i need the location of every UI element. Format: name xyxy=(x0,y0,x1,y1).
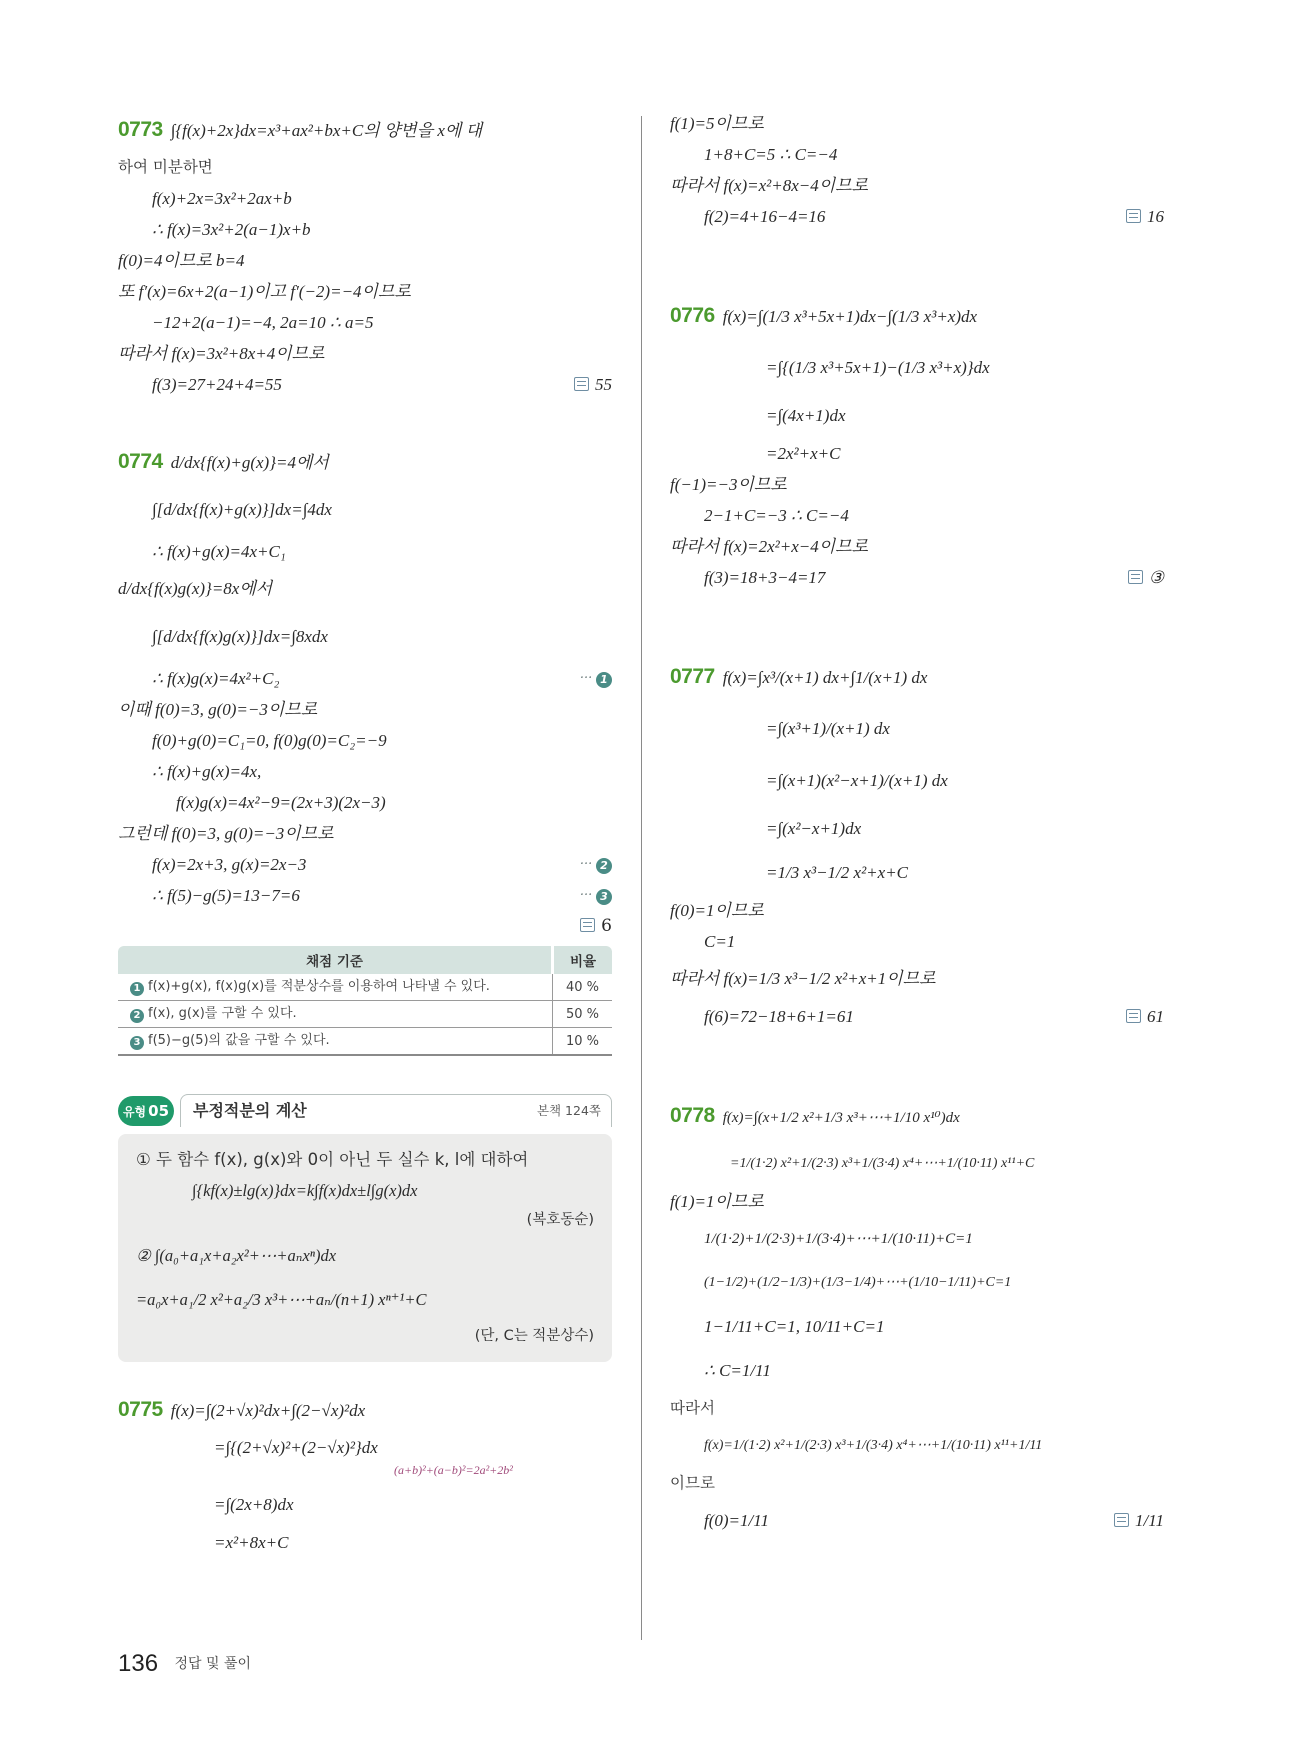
problem-number: 0774 xyxy=(118,450,163,473)
left-column xyxy=(118,108,612,1558)
problem-number: 0775 xyxy=(118,1398,163,1421)
answer-icon xyxy=(1128,570,1143,584)
solution-line: (1−1/2)+(1/2−1/3)+(1/3−1/4)+⋯+(1/10−1/11)+C=1 xyxy=(704,1275,1012,1290)
solution-line: ∫[d/dx{f(x)g(x)}]dx=∫8xdx xyxy=(152,627,328,646)
answer-icon xyxy=(580,918,595,932)
solution-line: 따라서 xyxy=(670,1399,715,1417)
answer-icon xyxy=(574,377,589,391)
solution-line: f(2)=4+16−4=16 16 xyxy=(670,201,1164,232)
solution-line: 이때 f(0)=3, g(0)=−3이므로 xyxy=(118,700,318,719)
problem-number: 0777 xyxy=(670,665,715,688)
table-header-ratio: 비율 xyxy=(553,946,613,974)
solution-line: =∫(2x+8)dx xyxy=(214,1495,294,1514)
step-marker-3: ··· 3 xyxy=(580,880,612,911)
type-header xyxy=(118,1094,612,1128)
solution-line: −12+2(a−1)=−4, 2a=10 ∴ a=5 xyxy=(152,313,374,332)
answer-mark: 1/11 xyxy=(1114,1499,1164,1543)
solution-line: 0773 ∫{f(x)+2x}dx=x³+ax²+bx+C의 양변을 x에 대 xyxy=(118,118,483,141)
solution-line: ∴ f(x)=3x²+2(a−1)x+b xyxy=(152,220,311,239)
problem-number: 0776 xyxy=(670,304,715,327)
solution-line: 0776 f(x)=∫(1/3 x³+5x+1)dx−∫(1/3 x³+x)dx xyxy=(670,304,978,327)
solution-line: =∫(x+1)(x²−x+1)/(x+1) dx xyxy=(766,771,948,790)
problem-0776 xyxy=(670,290,1164,593)
solution-line: ∴ f(x)+g(x)=4x, xyxy=(152,762,262,781)
page-footer xyxy=(118,1650,251,1678)
problem-number: 0773 xyxy=(118,118,163,141)
solution-line: 1/(1·2)+1/(2·3)+1/(3·4)+⋯+1/(10·11)+C=1 xyxy=(704,1231,973,1247)
solution-line: f(x)=2x+3, g(x)=2x−3 ··· 2 xyxy=(118,849,612,880)
solution-line: 0777 f(x)=∫x³/(x+1) dx+∫1/(x+1) dx xyxy=(670,665,928,688)
solution-line: f(6)=72−18+6+1=61 61 xyxy=(670,1001,1164,1032)
solution-line: =1/(1·2) x²+1/(2·3) x³+1/(3·4) x⁴+⋯+1/(10·11) x¹¹+C xyxy=(730,1156,1035,1171)
solution-line: 이므로 xyxy=(670,1474,715,1492)
solution-line: =2x²+x+C xyxy=(766,444,841,463)
problem-number: 0778 xyxy=(670,1104,715,1127)
solution-line: 또 f′(x)=6x+2(a−1)이고 f′(−2)=−4이므로 xyxy=(118,282,411,301)
formula-line: =a₀x+a₁/2 x²+a₂/3 x³+⋯+aₙ/(n+1) xⁿ⁺¹+C xyxy=(136,1290,427,1309)
problem-0773 xyxy=(118,108,612,400)
column-divider xyxy=(641,116,642,1640)
solution-line: 0775 f(x)=∫(2+√x)²dx+∫(2−√x)²dx xyxy=(118,1398,366,1421)
annotation-note: (a+b)²+(a−b)²=2a²+2b² xyxy=(394,1463,513,1477)
solution-line: =∫{(2+√x)²+(2−√x)²}dx xyxy=(214,1438,378,1457)
answer-line xyxy=(118,911,612,942)
solution-line: 따라서 f(x)=3x²+8x+4이므로 xyxy=(118,344,325,363)
problem-0777 xyxy=(670,651,1164,1032)
solution-line: ∫[d/dx{f(x)+g(x)}]dx=∫4dx xyxy=(152,500,332,519)
solution-line: f(x)=1/(1·2) x²+1/(2·3) x³+1/(3·4) x⁴+⋯+1/(10·11) x¹¹+1/11 xyxy=(704,1438,1043,1453)
solution-line: =∫(x²−x+1)dx xyxy=(766,819,862,838)
solution-line: f(0)=1/11 1/11 xyxy=(670,1499,1164,1543)
answer-mark: 6 xyxy=(580,911,612,942)
solution-line: 하여 미분하면 xyxy=(118,158,213,176)
page-number: 136 xyxy=(118,1650,159,1677)
solution-line: 그런데 f(0)=3, g(0)=−3이므로 xyxy=(118,824,334,843)
solution-line: 1−1/11+C=1, 10/11+C=1 xyxy=(704,1317,885,1336)
solution-line: 1+8+C=5 ∴ C=−4 xyxy=(704,145,838,164)
type-title: 부정적분의 계산 xyxy=(193,1101,307,1120)
solution-line: f(3)=27+24+4=55 55 xyxy=(118,369,612,400)
solution-line: 0778 f(x)=∫(x+1/2 x²+1/3 x³+⋯+1/10 x¹⁰)dx xyxy=(670,1104,960,1127)
problem-0774 xyxy=(118,440,612,942)
solution-line: ∴ f(x)+g(x)=4x+C₁ xyxy=(152,542,286,561)
formula-note: (단, C는 적분상수) xyxy=(474,1328,594,1344)
step-circle: 2 xyxy=(130,1009,144,1023)
solution-line: =x²+8x+C xyxy=(214,1533,289,1552)
solution-line: 따라서 f(x)=2x²+x−4이므로 xyxy=(670,537,868,556)
solution-line: d/dx{f(x)g(x)}=8x에서 xyxy=(118,579,273,598)
answer-mark: 61 xyxy=(1126,1001,1164,1032)
solution-line: 0774 d/dx{f(x)+g(x)}=4에서 xyxy=(118,450,329,473)
step-marker-1: ··· 1 xyxy=(580,663,612,694)
step-circle: 3 xyxy=(130,1036,144,1050)
answer-mark: 16 xyxy=(1126,201,1164,232)
solution-line: f(0)=1이므로 xyxy=(670,901,764,920)
solution-line: f(x)g(x)=4x²−9=(2x+3)(2x−3) xyxy=(176,793,386,812)
solution-line: f(1)=1이므로 xyxy=(670,1192,764,1211)
answer-mark: 55 xyxy=(574,369,612,400)
step-circle: 1 xyxy=(130,982,144,996)
formula-line: ∫{kf(x)±lg(x)}dx=k∫f(x)dx±l∫g(x)dx xyxy=(192,1181,418,1200)
solution-line: 따라서 f(x)=1/3 x³−1/2 x²+x+1이므로 xyxy=(670,969,936,988)
formula-note: (복호동순) xyxy=(526,1212,594,1228)
problem-0775-continued xyxy=(670,108,1164,232)
solution-line: C=1 xyxy=(704,932,736,951)
solution-line: =∫(x³+1)/(x+1) dx xyxy=(766,719,890,738)
table-row: 3 f(5)−g(5)의 값을 구할 수 있다. 10 % xyxy=(118,1028,612,1056)
solution-line: ∴ f(5)−g(5)=13−7=6 ··· 3 xyxy=(118,880,612,911)
type-badge: 유형 05 xyxy=(118,1096,174,1126)
solution-line: ∴ f(x)g(x)=4x²+C₂ ··· 1 xyxy=(118,663,612,694)
solution-line: 2−1+C=−3 ∴ C=−4 xyxy=(704,506,849,525)
type-title-box xyxy=(180,1094,612,1127)
solution-line: f(−1)=−3이므로 xyxy=(670,475,787,494)
formula-line: ② ∫(a₀+a₁x+a₂x²+⋯+aₙxⁿ)dx xyxy=(136,1246,337,1265)
problem-0775 xyxy=(118,1388,612,1558)
table-row: 1 f(x)+g(x), f(x)g(x)를 적분상수를 이용하여 나타낼 수 있다. 40 % xyxy=(118,974,612,1001)
grading-table xyxy=(118,946,612,1056)
solution-line: f(x)+2x=3x²+2ax+b xyxy=(152,189,292,208)
table-header-criterion: 채점 기준 xyxy=(118,946,553,974)
solution-line: f(1)=5이므로 xyxy=(670,114,764,133)
solution-line: ∴ C=1/11 xyxy=(704,1361,771,1380)
problem-0778 xyxy=(670,1090,1164,1543)
formula-box xyxy=(118,1134,612,1362)
solution-line: 따라서 f(x)=x²+8x−4이므로 xyxy=(670,176,868,195)
section-title: 정답 및 풀이 xyxy=(174,1656,252,1672)
formula-line: ① 두 함수 f(x), g(x)와 0이 아닌 두 실수 k, l에 대하여 xyxy=(136,1150,529,1169)
solution-line: f(0)=4이므로 b=4 xyxy=(118,251,245,270)
right-column xyxy=(670,108,1164,1543)
solution-line: =∫(4x+1)dx xyxy=(766,406,846,425)
solution-line: f(3)=18+3−4=17 ③ xyxy=(670,562,1164,593)
type-reference: 본책 124쪽 xyxy=(536,1103,601,1118)
answer-mark: ③ xyxy=(1128,562,1164,593)
solution-line: =∫{(1/3 x³+5x+1)−(1/3 x³+x)}dx xyxy=(766,358,990,377)
solution-line: =1/3 x³−1/2 x²+x+C xyxy=(766,863,909,882)
answer-icon xyxy=(1126,209,1141,223)
step-marker-2: ··· 2 xyxy=(580,849,612,880)
answer-icon xyxy=(1114,1513,1129,1527)
table-row: 2 f(x), g(x)를 구할 수 있다. 50 % xyxy=(118,1001,612,1028)
answer-icon xyxy=(1126,1009,1141,1023)
solution-line: f(0)+g(0)=C₁=0, f(0)g(0)=C₂=−9 xyxy=(152,731,387,750)
